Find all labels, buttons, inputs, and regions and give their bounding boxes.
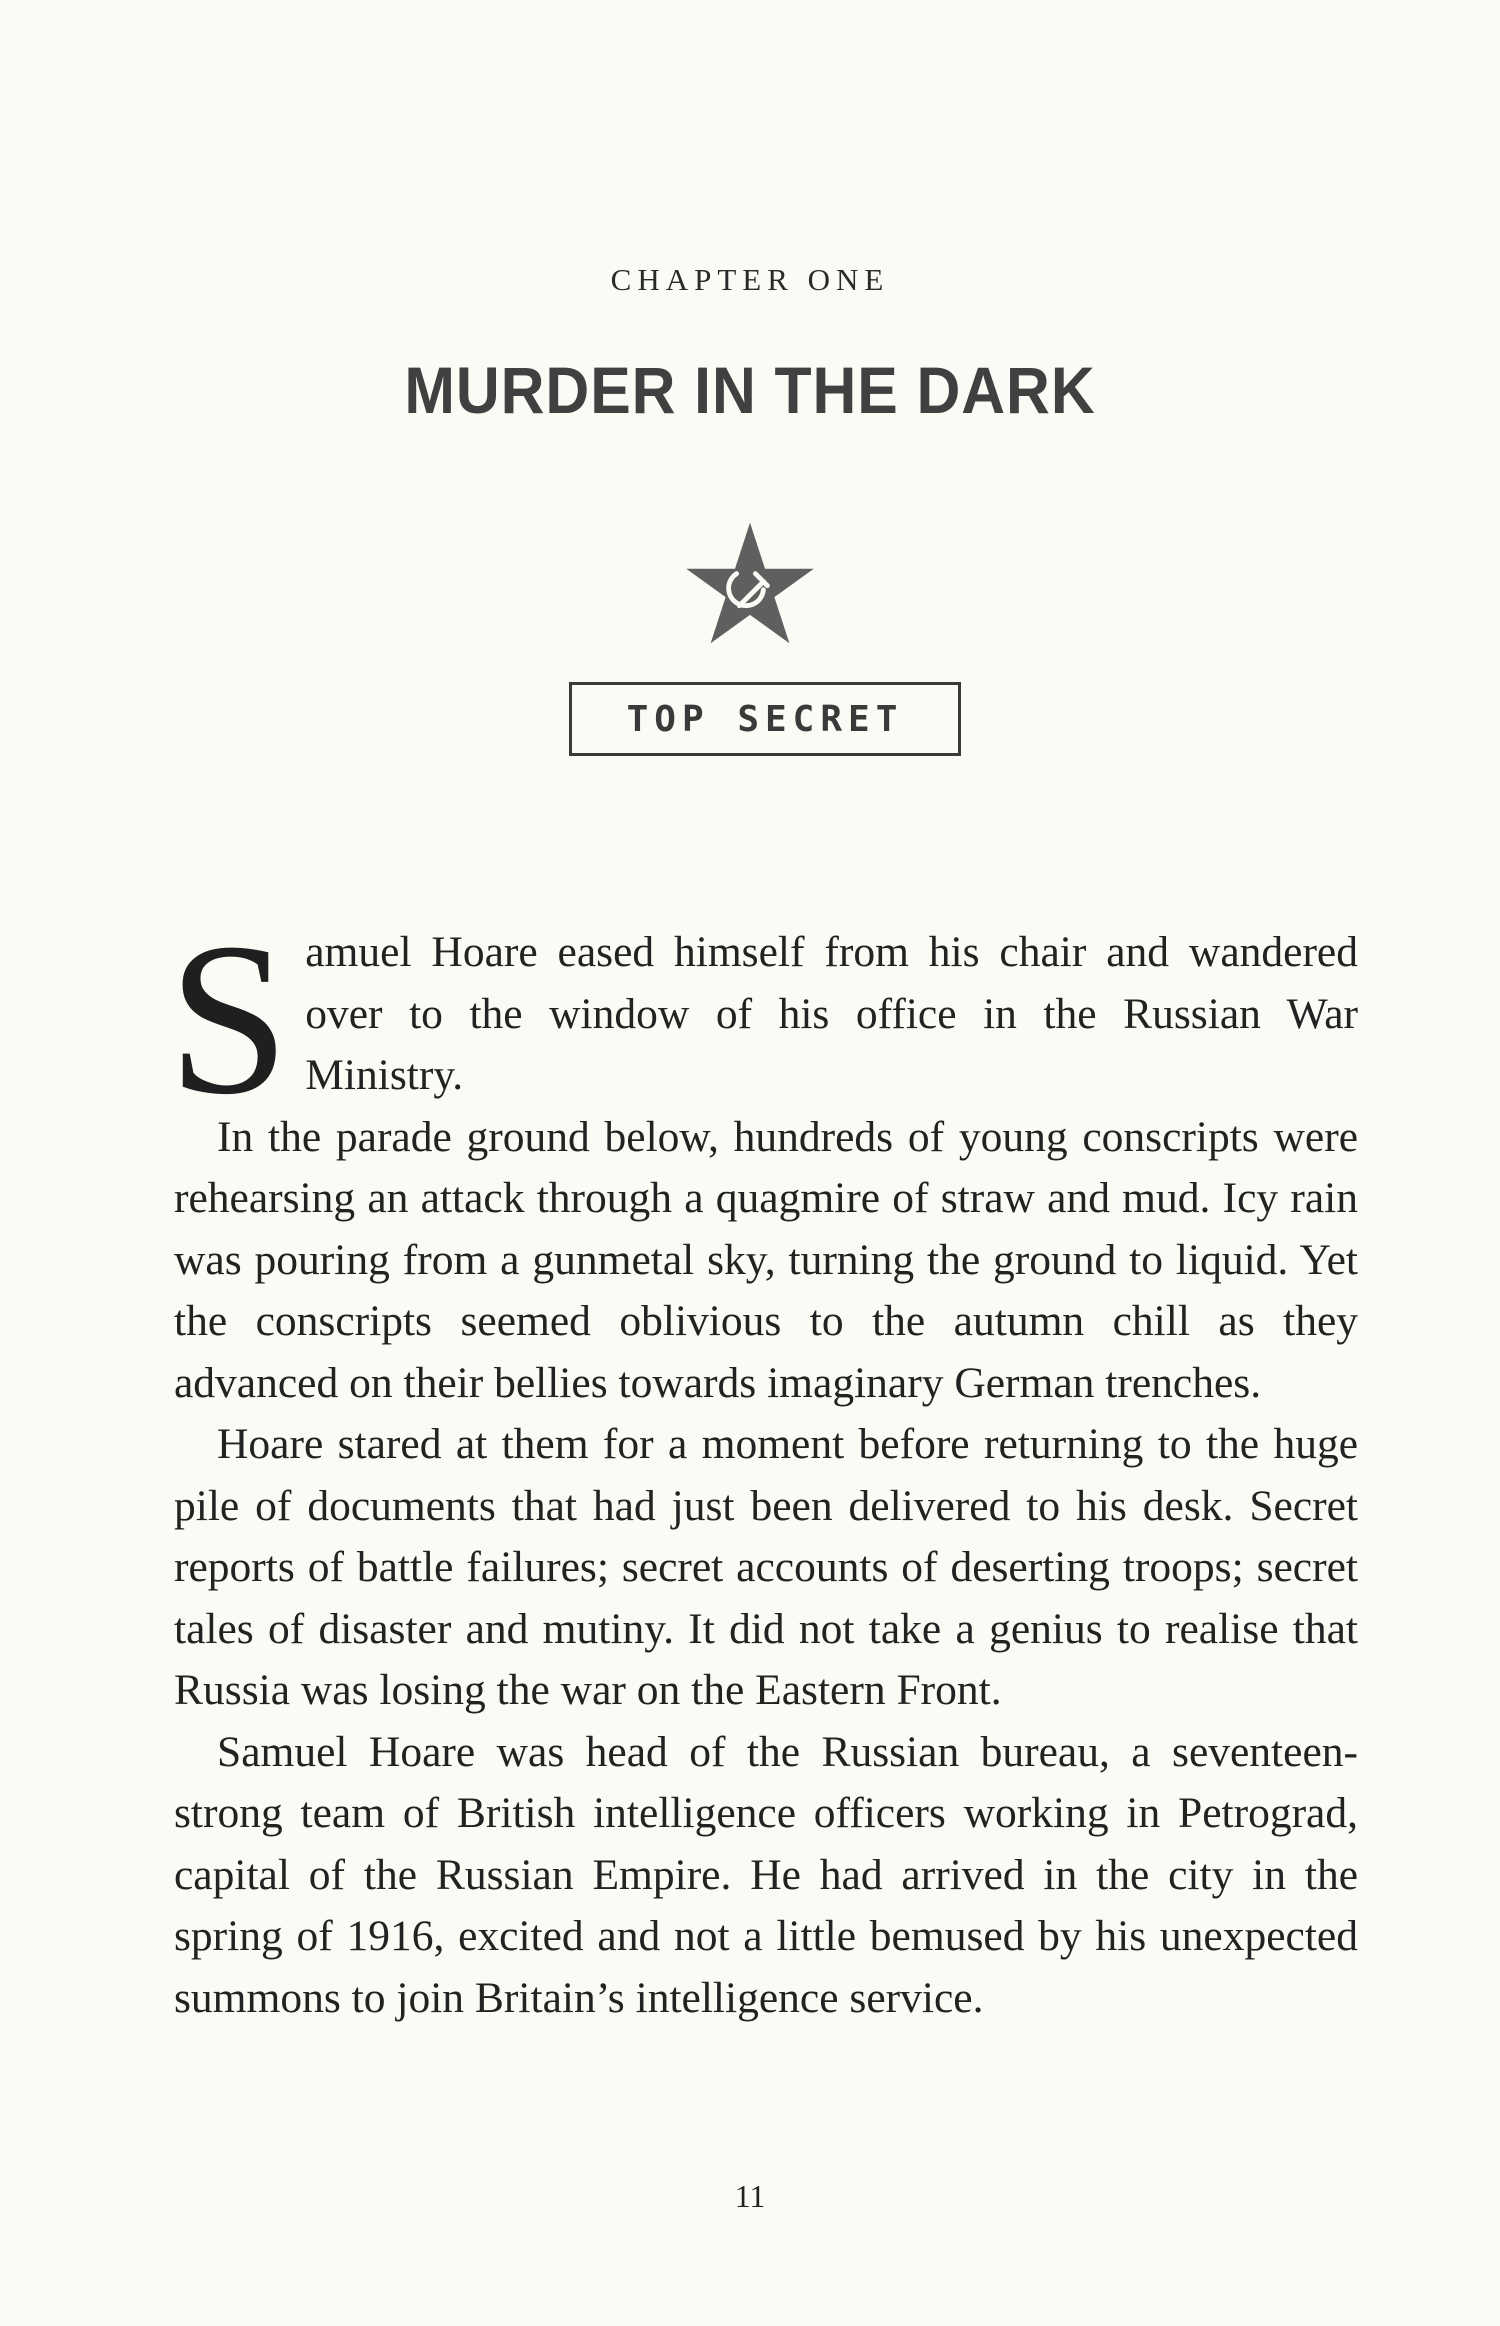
paragraph: Hoare stared at them for a moment before returning to the huge pile of documents that had just been delivered to his desk. Secret reports of battle failures; secret accounts of deserting troops; secret tales of disaster and mutiny. It did not take a genius to realise that Russia was losing the war on the Eastern Front. bbox=[174, 1420, 1358, 1714]
page-number: 11 bbox=[734, 2178, 766, 2214]
drop-cap: S bbox=[168, 899, 290, 1140]
star-shape bbox=[686, 523, 814, 644]
top-secret-stamp bbox=[569, 682, 961, 756]
soviet-star-hammer-sickle-icon bbox=[683, 520, 817, 654]
chapter-label: CHAPTER ONE bbox=[610, 262, 890, 297]
stamp-text: TOP SECRET bbox=[626, 698, 904, 740]
chapter-title: MURDER IN THE DARK bbox=[404, 353, 1096, 427]
paragraph-text: amuel Hoare eased himself from his chair and wandered over to the window of his office in the Russian War Ministry. bbox=[305, 928, 1358, 1099]
body-text bbox=[168, 899, 1358, 2029]
paragraph: In the parade ground below, hundreds of young conscripts were rehearsing an attack through a quagmire of straw and mud. Icy rain was pouring from a gunmetal sky, turning the ground to liquid. Yet the conscripts seemed oblivious to the autumn chill as they advanced on their bellies towards imaginary German trenches. bbox=[174, 1112, 1358, 1407]
paragraph: Samuel Hoare was head of the Russian bureau, a seventeen-strong team of British intelligence officers working in Petrograd, capital of the Russian Empire. He had arrived in the city in the spring of 1916, excited and not a little bemused by his unexpected summons to join Britain’s intelligence service. bbox=[174, 1727, 1358, 2022]
paragraph bbox=[168, 899, 1358, 1140]
